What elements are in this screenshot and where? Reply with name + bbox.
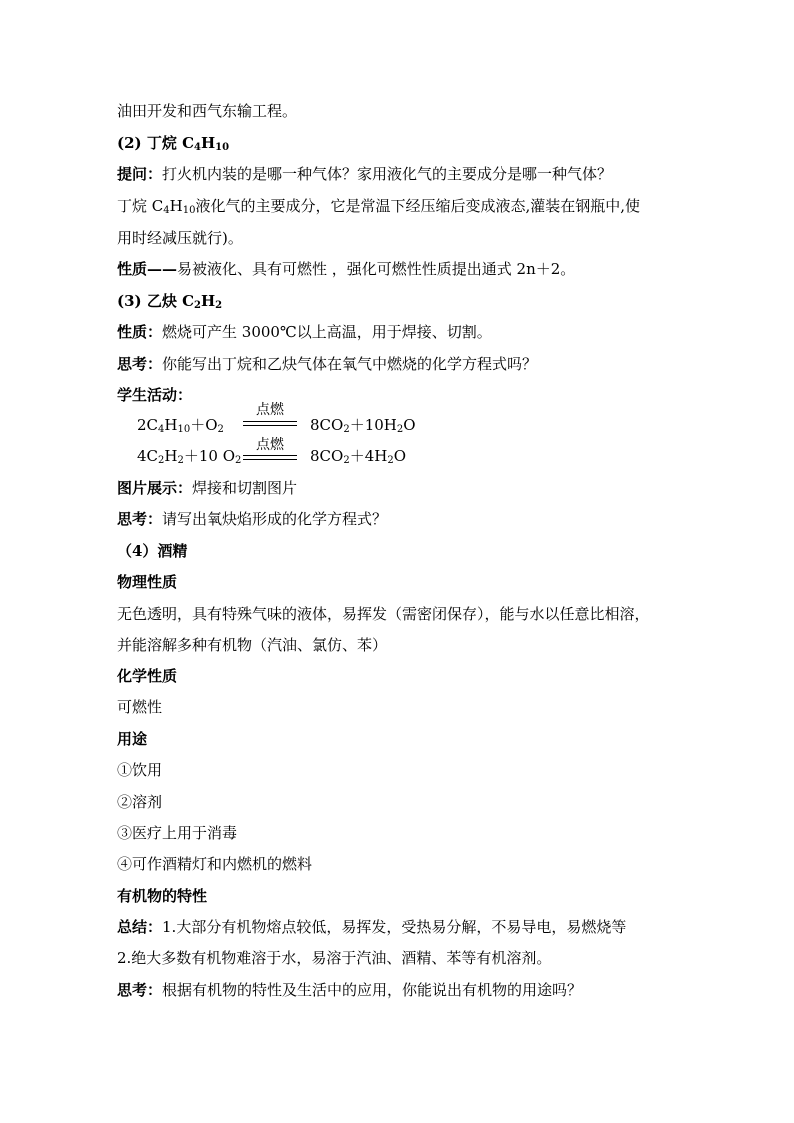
equation-2-rhs: $8CO_2+4H_2O$ [310, 447, 407, 466]
text-line: 无色透明，具有特殊气味的液体，易挥发（需密闭保存），能与水以任意比相溶， [117, 605, 650, 623]
equation-2-condition: 点燃 [256, 437, 284, 453]
think-line: 思考：你能写出丁烷和乙炔气体在氧气中燃烧的化学方程式吗？ [117, 355, 538, 373]
equation-2-bar-top [243, 455, 297, 456]
equation-1-bar-top [243, 421, 297, 422]
text-line: 并能溶解多种有机物（汽油、氯仿、苯） [117, 636, 388, 654]
section-heading-butane: (2) 丁烷 $C_4H_{10}$ [117, 134, 230, 153]
activity-label: 学生活动： [117, 386, 193, 404]
equation-2-lhs: $4C_2H_2+10$ $O_2$ [137, 447, 242, 466]
question-line: 提问：打火机内装的是哪一种气体？家用液化气的主要成分是哪一种气体？ [117, 165, 613, 183]
section-heading-alcohol: （4）酒精 [117, 542, 188, 560]
equation-1-lhs: $2C_4H_{10}+O_2$ [137, 416, 224, 435]
text-line: 丁烷 $C_4H_{10}$液化气的主要成分，它是常温下经压缩后变成液态,灌装在钢瓶中,使 [117, 197, 640, 216]
subheading-chemical: 化学性质 [117, 667, 178, 685]
summary-line: 2.绝大多数有机物难溶于水，易溶于汽油、酒精、苯等有机溶剂。 [117, 949, 552, 967]
property-line: 性质：燃烧可产生 3000℃以上高温，用于焊接、切割。 [117, 323, 492, 341]
list-item: ④可作酒精灯和内燃机的燃料 [117, 855, 313, 873]
text-line: 油田开发和西气东输工程。 [117, 102, 298, 120]
list-item: ①饮用 [117, 761, 163, 779]
text-line: 可燃性 [117, 698, 163, 716]
equation-2-bar-bottom [243, 459, 297, 460]
text-line: 用时经减压就行)。 [117, 229, 243, 247]
equation-1-rhs: $8CO_2+10H_2O$ [310, 416, 416, 435]
list-item: ②溶剂 [117, 793, 163, 811]
subheading-physical: 物理性质 [117, 573, 178, 591]
list-item: ③医疗上用于消毒 [117, 824, 238, 842]
equation-1-condition: 点燃 [256, 402, 284, 418]
subheading-uses: 用途 [117, 730, 148, 748]
picture-line: 图片展示：焊接和切割图片 [117, 479, 298, 497]
property-line: 性质——易被液化、具有可燃性 ，强化可燃性性质提出通式 2n＋2。 [117, 260, 576, 278]
think-line: 思考：请写出氧炔焰形成的化学方程式？ [117, 510, 388, 528]
section-heading-acetylene: (3) 乙炔 $C_2H_2$ [117, 292, 223, 311]
summary-line: 总结：1.大部分有机物熔点较低，易挥发，受热易分解，不易导电，易燃烧等 [117, 918, 627, 936]
subheading-organic: 有机物的特性 [117, 887, 208, 905]
think-line: 思考：根据有机物的特性及生活中的应用，你能说出有机物的用途吗？ [117, 981, 583, 999]
equation-1-bar-bottom [243, 425, 297, 426]
